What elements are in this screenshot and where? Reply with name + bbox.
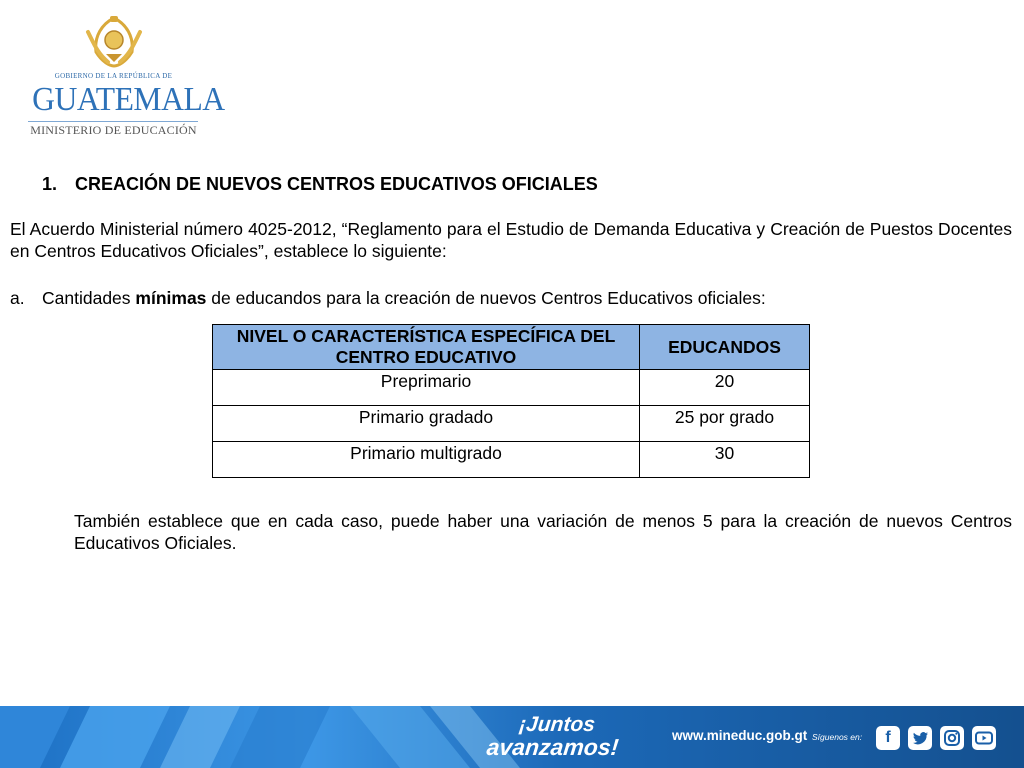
logo-ministry-text: MINISTERIO DE EDUCACIÓN <box>30 123 197 137</box>
table-row <box>213 442 810 478</box>
list-item-text-before: Cantidades <box>42 288 136 308</box>
logo-divider <box>28 121 198 122</box>
note-paragraph: También establece que en cada caso, puede haber una variación de menos 5 para la creación de nuevos Centros Educativos Oficiales. <box>74 511 1012 553</box>
slogan-line-2: avanzamos! <box>485 734 620 760</box>
section-title: CREACIÓN DE NUEVOS CENTROS EDUCATIVOS OFICIALES <box>75 174 598 194</box>
follow-label: Síguenos en: <box>812 732 863 742</box>
section-number: 1. <box>42 174 58 194</box>
youtube-icon[interactable] <box>972 726 996 750</box>
table-header-row <box>213 325 810 370</box>
logo-country-text: GUATEMALA <box>32 81 225 118</box>
table-cell-level: Primario gradado <box>213 406 640 442</box>
footer-slogan <box>486 714 651 758</box>
table-header-level: NIVEL O CARACTERÍSTICA ESPECÍFICA DEL CENTRO EDUCATIVO <box>213 325 640 370</box>
table-header-students: EDUCANDOS <box>640 325 810 370</box>
slogan-line-1: ¡Juntos <box>518 713 597 736</box>
facebook-icon[interactable]: f <box>876 726 900 750</box>
logo-government-text: GOBIERNO DE LA REPÚBLICA DE <box>54 72 173 80</box>
table-row <box>213 370 810 406</box>
table-row <box>213 406 810 442</box>
instagram-icon[interactable] <box>940 726 964 750</box>
list-item-text-after: de educandos para la creación de nuevos Centros Educativos oficiales: <box>206 288 766 308</box>
table-cell-level: Primario multigrado <box>213 442 640 478</box>
website-link[interactable]: www.mineduc.gob.gt <box>672 728 808 743</box>
ministry-logo <box>26 12 225 137</box>
list-item-a <box>10 288 766 309</box>
list-item-letter: a. <box>10 288 25 308</box>
minimum-students-table <box>212 324 810 478</box>
section-heading <box>42 174 598 195</box>
list-item-text-bold: mínimas <box>135 288 207 308</box>
table-cell-students: 25 por grado <box>640 406 810 442</box>
twitter-icon[interactable] <box>908 726 932 750</box>
table-cell-students: 20 <box>640 370 810 406</box>
footer-banner <box>0 706 1024 768</box>
coat-of-arms-icon <box>84 14 144 70</box>
table-cell-students: 30 <box>640 442 810 478</box>
intro-paragraph: El Acuerdo Ministerial número 4025-2012, “Reglamento para el Estudio de Demanda Educativa y Creación de Puestos Docentes en Centros Educativos Oficiales”, establece lo siguiente: <box>10 219 1012 261</box>
table-cell-level: Preprimario <box>213 370 640 406</box>
